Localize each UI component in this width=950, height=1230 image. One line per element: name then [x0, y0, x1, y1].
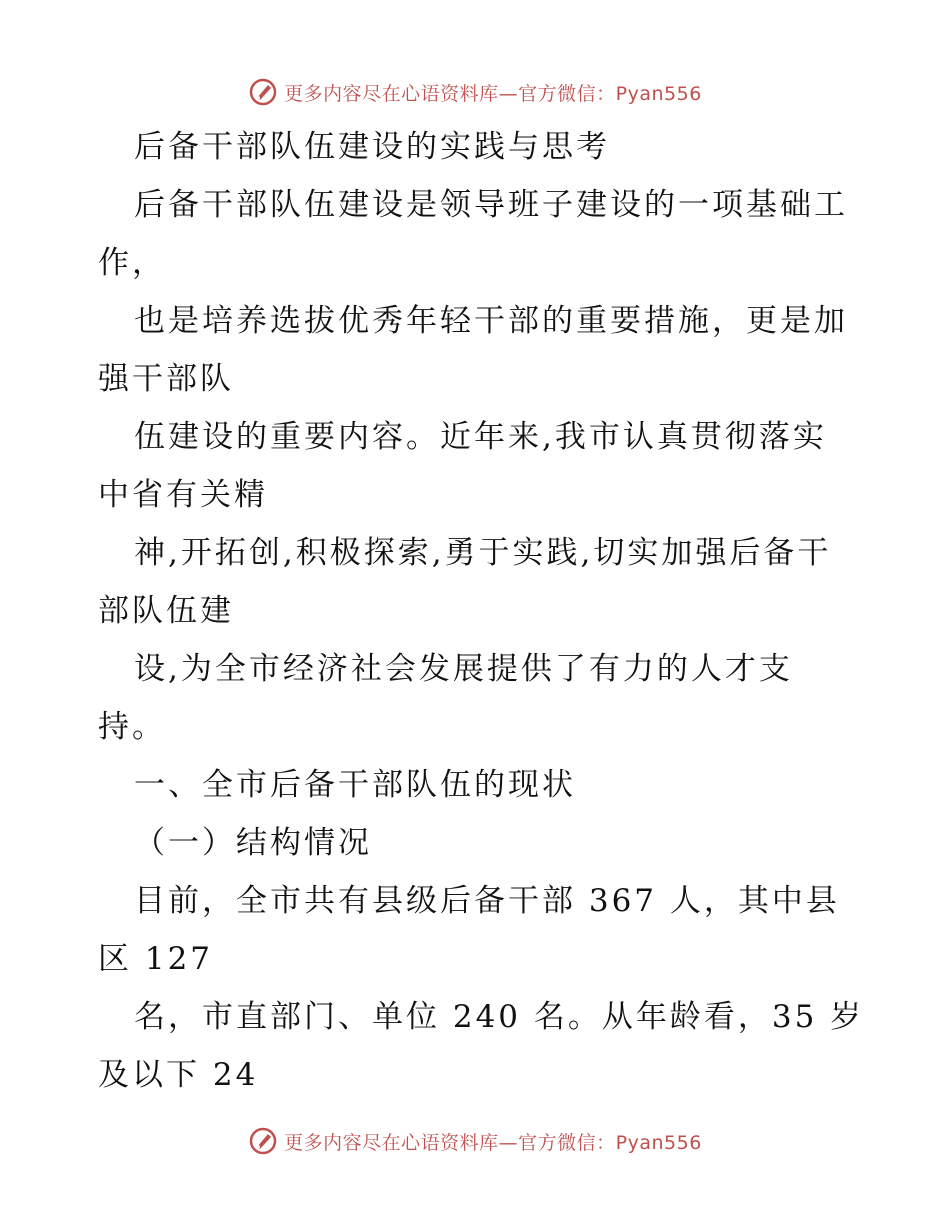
- text-line: 设,为全市经济社会发展提供了有力的人才支: [134, 651, 793, 687]
- text-line: 名，市直部门、单位 240 名。从年龄看，35 岁: [134, 999, 865, 1035]
- pen-logo-icon: [248, 1126, 278, 1156]
- text-line: 强干部队: [98, 361, 234, 397]
- text-line: 部队伍建: [98, 593, 234, 629]
- text-line: 一、全市后备干部队伍的现状: [134, 767, 576, 803]
- text-line: 作，: [98, 245, 166, 281]
- watermark-text: 更多内容尽在心语资料库—官方微信：Pyan556: [284, 1131, 702, 1154]
- text-line: 后备干部队伍建设是领导班子建设的一项基础工: [134, 187, 848, 223]
- watermark-text: 更多内容尽在心语资料库—官方微信：Pyan556: [284, 82, 702, 105]
- text-line: 神,开拓创,积极探索,勇于实践,切实加强后备干: [134, 535, 832, 571]
- text-line: 持。: [98, 709, 166, 745]
- text-line: 及以下 24: [98, 1057, 259, 1093]
- footer-watermark: [0, 1121, 950, 1161]
- pen-logo-icon: [248, 77, 278, 107]
- text-line: 伍建设的重要内容。近年来,我市认真贯彻落实: [134, 419, 827, 455]
- text-line: 也是培养选拔优秀年轻干部的重要措施，更是加: [134, 303, 848, 339]
- text-line: 区 127: [98, 941, 214, 977]
- text-line: 中省有关精: [98, 477, 268, 513]
- document-body: [98, 118, 865, 1104]
- header-watermark: [0, 72, 950, 112]
- text-line: 目前，全市共有县级后备干部 367 人，其中县: [134, 883, 840, 919]
- text-line: （一）结构情况: [134, 825, 372, 861]
- text-line: 后备干部队伍建设的实践与思考: [134, 129, 610, 165]
